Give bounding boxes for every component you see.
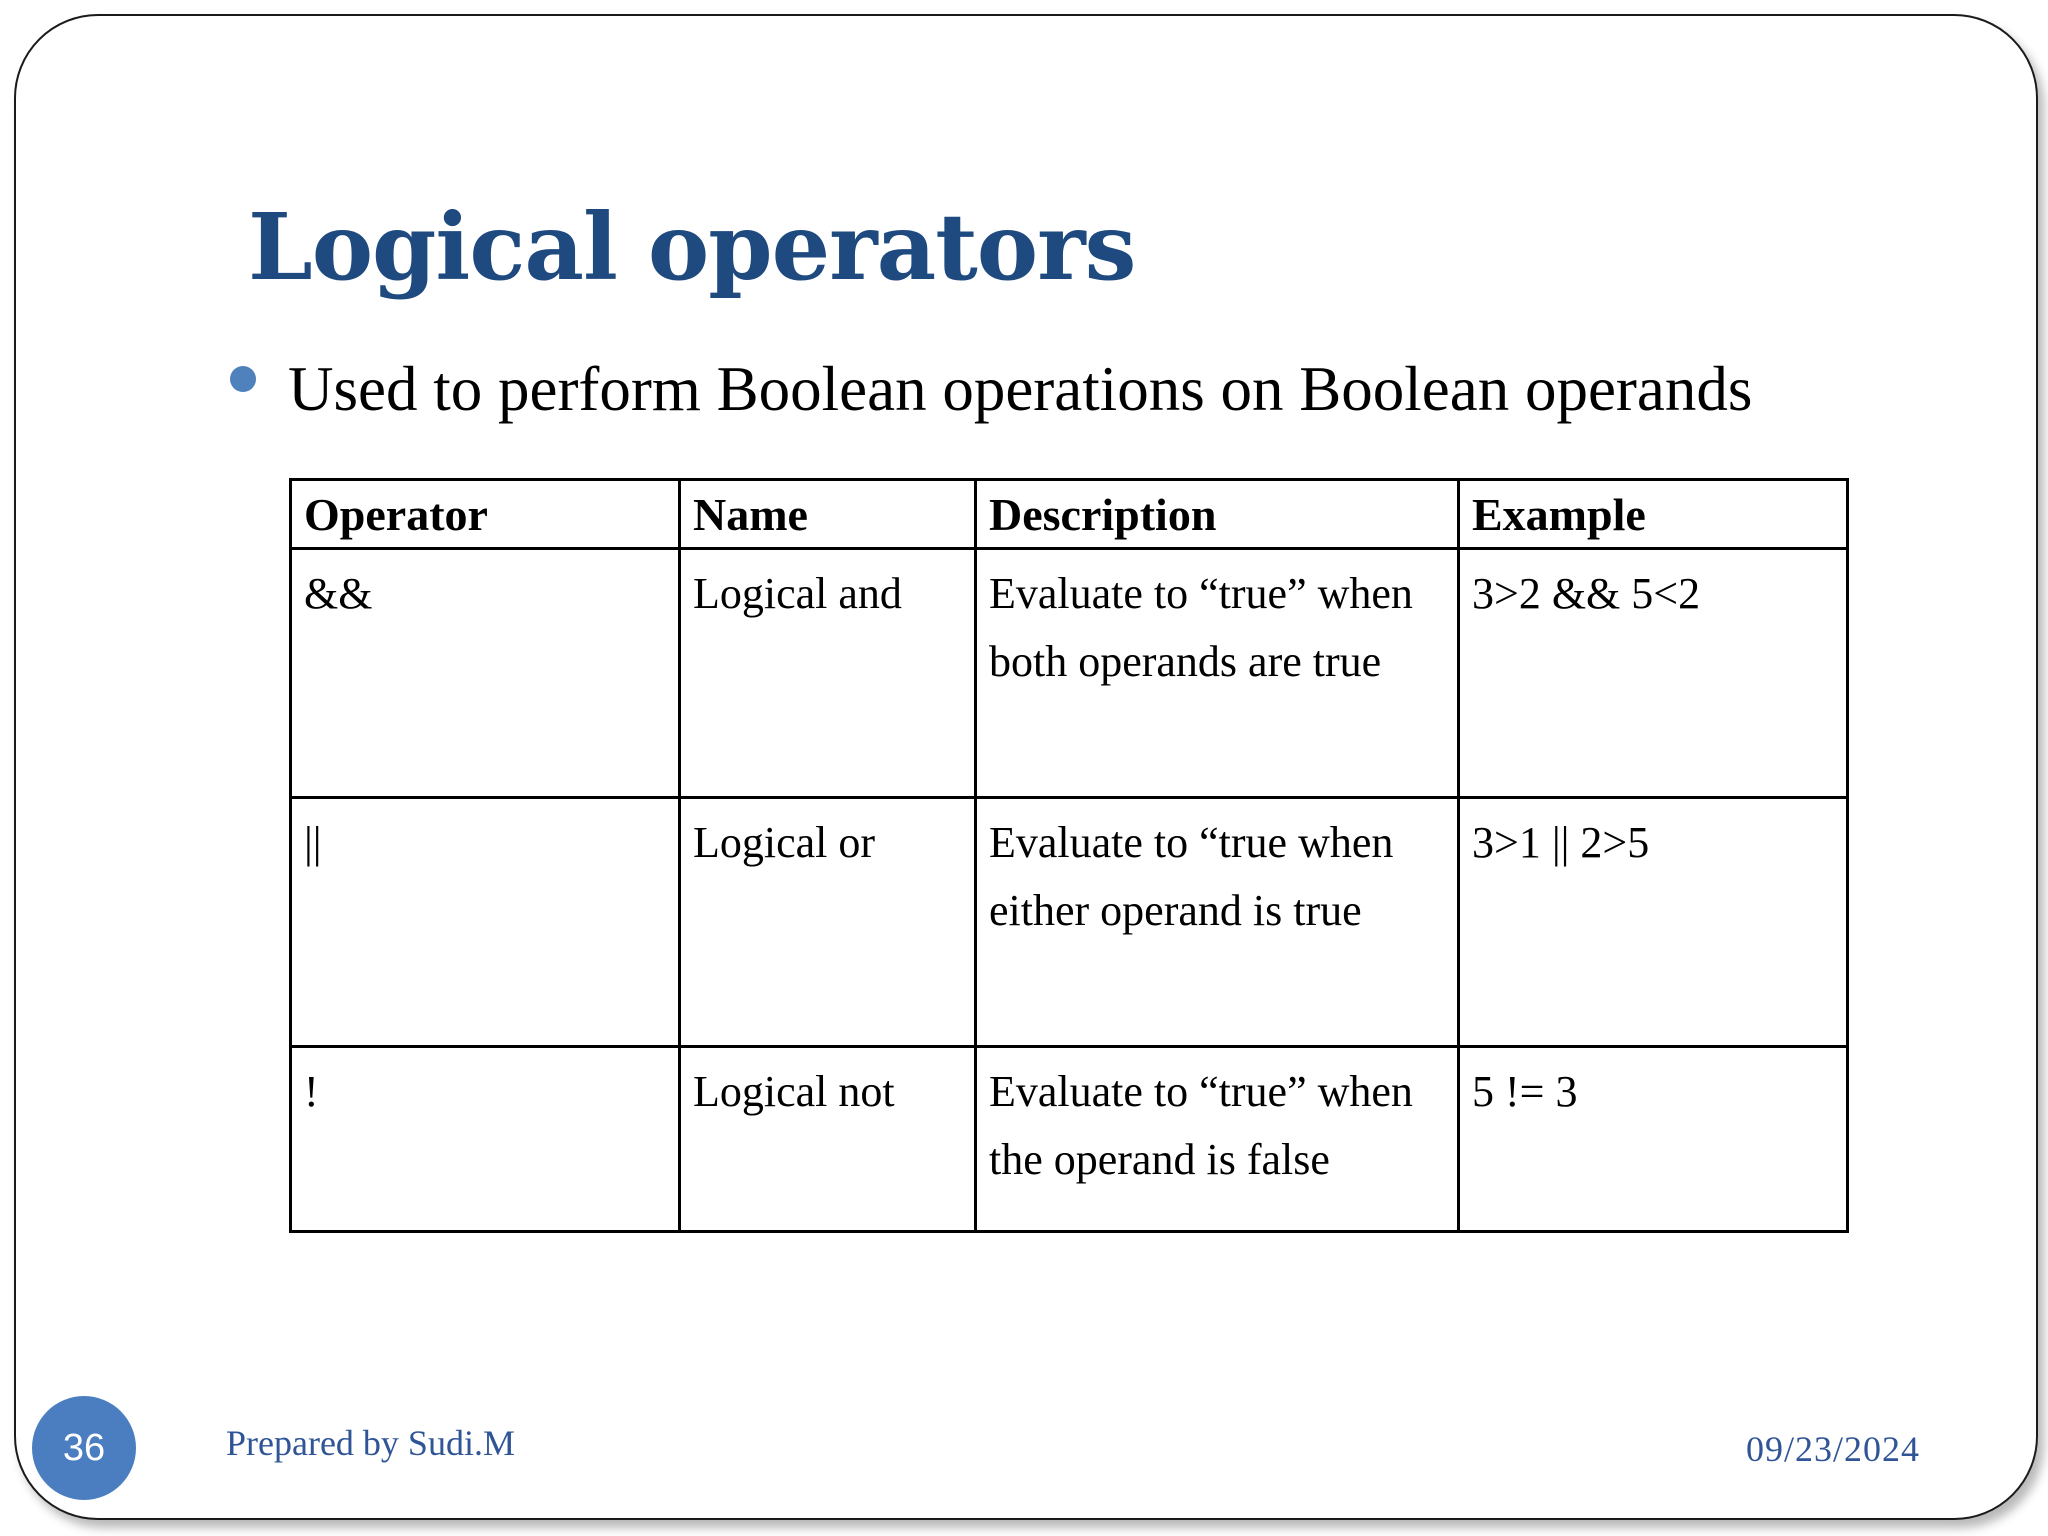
cell-operator: && (291, 549, 680, 798)
table-row (291, 549, 1848, 798)
table-header-row (291, 480, 1848, 549)
cell-example: 5 != 3 (1459, 1047, 1848, 1232)
cell-example: 3>1 || 2>5 (1459, 798, 1848, 1047)
table-row (291, 798, 1848, 1047)
cell-operator: || (291, 798, 680, 1047)
cell-name: Logical not (680, 1047, 976, 1232)
cell-name: Logical or (680, 798, 976, 1047)
table-row (291, 1047, 1848, 1232)
bullet-dot-icon (230, 366, 256, 392)
operators-table (289, 478, 1849, 1233)
cell-description: Evaluate to “true” when both operands are true (976, 549, 1459, 798)
cell-operator: ! (291, 1047, 680, 1232)
footer-date: 09/23/2024 (1745, 1429, 1920, 1469)
cell-description: Evaluate to “true when either operand is true (976, 798, 1459, 1047)
footer-author: Prepared by Sudi.M (226, 1423, 515, 1463)
bullet-text: Used to perform Boolean operations on Boolean operands (288, 354, 1753, 424)
slide-title: Logical operators (248, 193, 1136, 301)
header-description: Description (976, 480, 1459, 549)
header-name: Name (680, 480, 976, 549)
header-example: Example (1459, 480, 1848, 549)
cell-description: Evaluate to “true” when the operand is false (976, 1047, 1459, 1232)
cell-name: Logical and (680, 549, 976, 798)
page-number-badge: 36 (32, 1396, 136, 1500)
cell-example: 3>2 && 5<2 (1459, 549, 1848, 798)
header-operator: Operator (291, 480, 680, 549)
